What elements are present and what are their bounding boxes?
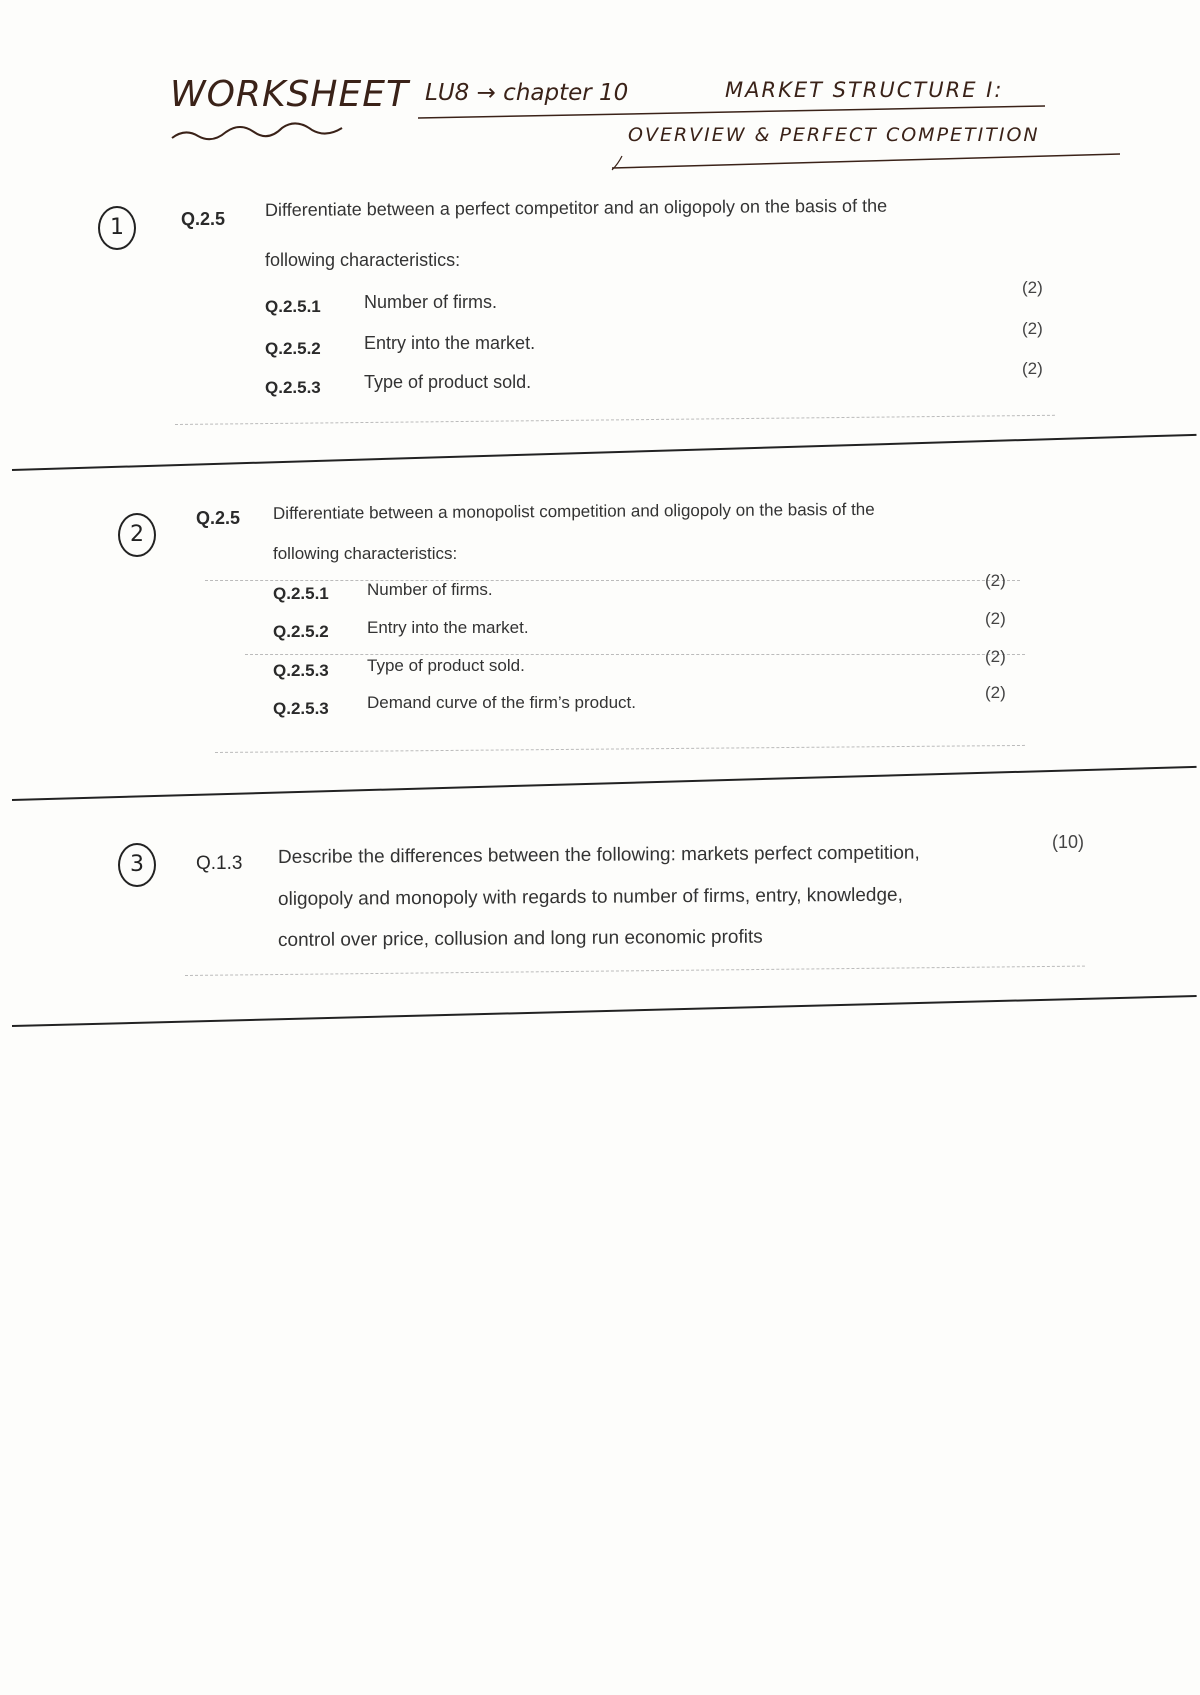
section-3-question-line-3: control over price, collusion and long run economic profits bbox=[277, 926, 763, 951]
section-1-item-3-marks: (2) bbox=[1022, 359, 1043, 378]
chapter-reference: LU8 → chapter 10 bbox=[425, 80, 629, 106]
section-3-question-line-1: Describe the differences between the following: markets perfect competition, bbox=[277, 842, 920, 868]
section-2-item-2-marks: (2) bbox=[985, 609, 1006, 628]
section-2-guide-line-1 bbox=[205, 580, 1020, 581]
section-1-question-number: Q.2.5 bbox=[181, 209, 226, 229]
section-divider-2 bbox=[12, 766, 1197, 801]
section-1-item-2-marks: (2) bbox=[1022, 319, 1043, 338]
section-2-item-4-marks: (2) bbox=[985, 683, 1006, 702]
section-2-item-4-text: Demand curve of the firm’s product. bbox=[367, 693, 636, 712]
section-2-item-1-marks: (2) bbox=[985, 571, 1006, 590]
section-2-question-number: Q.2.5 bbox=[196, 508, 241, 528]
subtitle-underline-1 bbox=[418, 106, 1045, 118]
section-2-question-line-2: following characteristics: bbox=[273, 544, 458, 563]
section-2-cut-guide bbox=[215, 745, 1025, 753]
section-1-item-2-text: Entry into the market. bbox=[364, 333, 536, 353]
section-1-question-line-2: following characteristics: bbox=[265, 250, 461, 270]
section-1-item-1-text: Number of firms. bbox=[364, 292, 498, 312]
section-2-item-3-text: Type of product sold. bbox=[367, 656, 525, 675]
section-2-item-2-text: Entry into the market. bbox=[367, 618, 529, 637]
topic-heading: MARKET STRUCTURE I: bbox=[725, 78, 1004, 102]
title-squiggle bbox=[172, 123, 342, 139]
section-1-item-1-marks: (2) bbox=[1022, 278, 1043, 297]
section-divider-1 bbox=[12, 434, 1197, 471]
section-1-question-line-1: Differentiate between a perfect competitor and an oligopoly on the basis of the bbox=[264, 195, 888, 220]
section-2-item-1-text: Number of firms. bbox=[367, 580, 493, 599]
section-3-circled-number: 3 bbox=[118, 843, 156, 887]
section-1-circled-number: 1 bbox=[98, 206, 136, 250]
section-divider-3 bbox=[12, 995, 1197, 1027]
section-3-marks: (10) bbox=[1052, 832, 1085, 852]
section-1-item-2-number: Q.2.5.2 bbox=[265, 339, 321, 358]
section-3-cut-guide bbox=[185, 966, 1085, 976]
section-1-item-3-number: Q.2.5.3 bbox=[265, 378, 321, 397]
section-1-item-1-number: Q.2.5.1 bbox=[265, 297, 321, 316]
section-2-item-2-number: Q.2.5.2 bbox=[273, 622, 329, 641]
section-1-item-3-text: Type of product sold. bbox=[364, 372, 532, 392]
section-2-item-1-number: Q.2.5.1 bbox=[273, 584, 329, 603]
section-2-guide-line-2 bbox=[245, 654, 1025, 655]
topic-subheading: OVERVIEW & PERFECT COMPETITION bbox=[628, 124, 1040, 146]
section-2-item-3-marks: (2) bbox=[985, 647, 1006, 666]
section-2-item-4-number: Q.2.5.3 bbox=[273, 699, 329, 718]
section-3-question-number: Q.1.3 bbox=[196, 853, 243, 874]
subtitle-underline-2 bbox=[612, 154, 1120, 168]
header-underlines bbox=[0, 0, 1200, 180]
section-3-question-line-2: oligopoly and monopoly with regards to number of firms, entry, knowledge, bbox=[277, 884, 903, 910]
section-1-cut-guide bbox=[175, 415, 1055, 425]
section-2-question-line-1: Differentiate between a monopolist competition and oligopoly on the basis of the bbox=[272, 499, 875, 523]
worksheet-title: WORKSHEET bbox=[170, 74, 409, 115]
section-2-item-3-number: Q.2.5.3 bbox=[273, 661, 329, 680]
section-2-circled-number: 2 bbox=[118, 513, 156, 557]
